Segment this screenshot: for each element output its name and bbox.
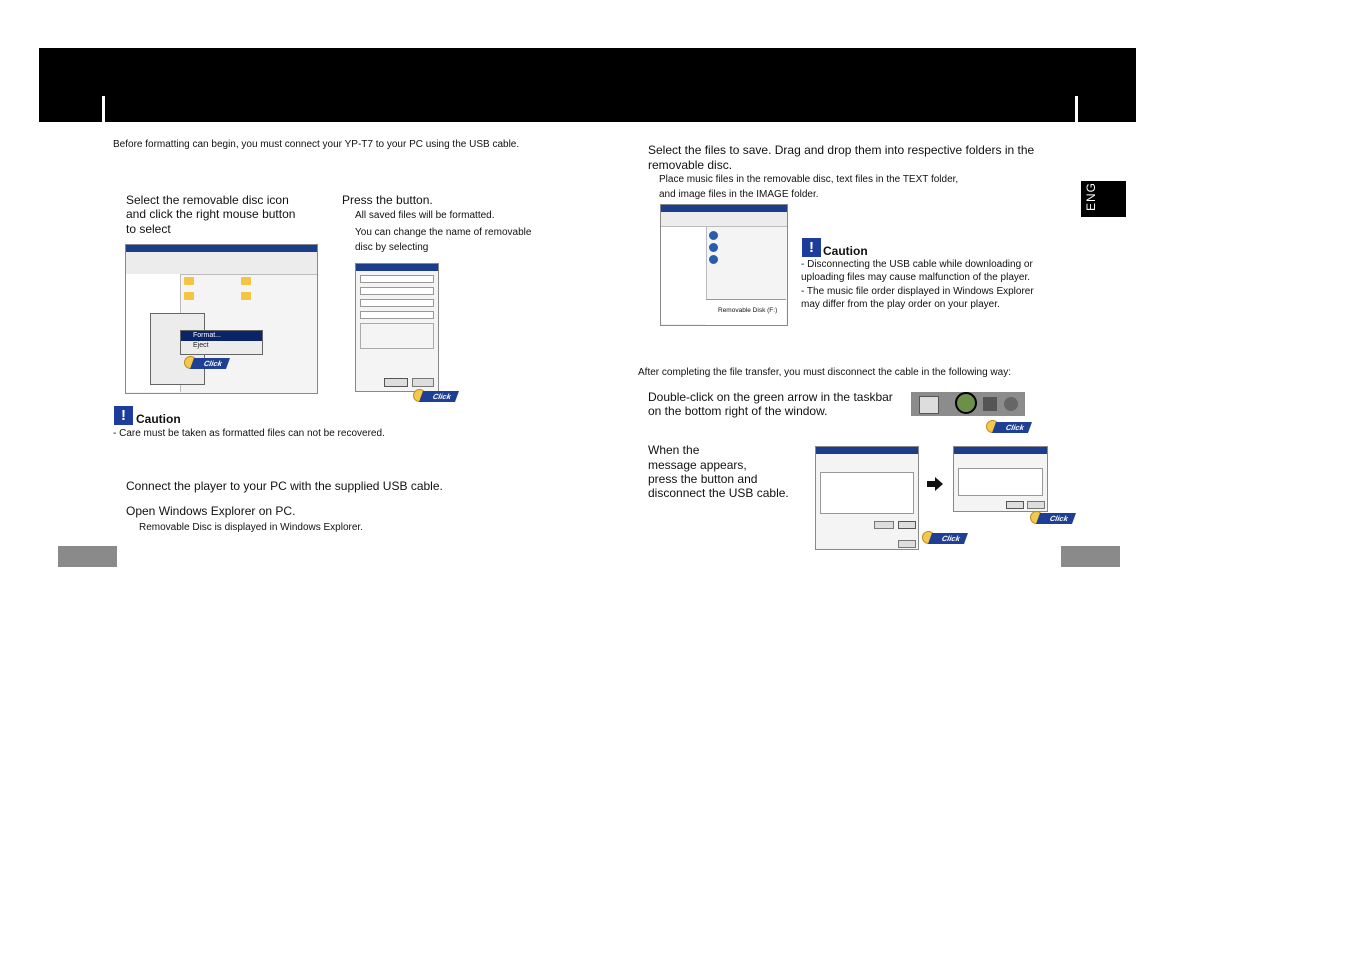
context-menu-format[interactable]: Format... xyxy=(181,331,262,341)
caution-icon: ! xyxy=(802,238,821,257)
explorer-sub: Removable Disc is displayed in Windows Explorer. xyxy=(139,522,363,533)
click-badge: Click xyxy=(419,391,459,402)
safely-remove-dialog xyxy=(815,446,919,550)
caution-item1-line2: uploading files may cause malfunction of the player. xyxy=(801,272,1031,283)
step2-sub1: All saved files will be formatted. xyxy=(355,210,495,221)
after-transfer-text: After completing the file transfer, you must disconnect the cable in the following way: xyxy=(638,367,1011,378)
context-menu xyxy=(180,330,263,355)
drag-drop-screenshot xyxy=(660,204,788,326)
caution-text: - Care must be taken as formatted files can not be recovered. xyxy=(113,428,385,439)
step2-sub2-line1: You can change the name of removable xyxy=(355,227,532,238)
language-tab-label: ENG xyxy=(1084,181,1098,211)
intro-text: Before formatting can begin, you must connect your YP-T7 to your PC using the USB cable. xyxy=(113,139,520,150)
taskbar-app-icon xyxy=(919,396,939,414)
when-line4: disconnect the USB cable. xyxy=(648,486,789,500)
explorer-step: Open Windows Explorer on PC. xyxy=(126,504,296,518)
context-menu-eject[interactable]: Eject xyxy=(193,342,209,349)
folder-icon xyxy=(241,292,251,300)
click-badge: Click xyxy=(992,422,1032,433)
connect-step: Connect the player to your PC with the supplied USB cable. xyxy=(126,479,443,493)
taskbar-tray-icon xyxy=(1004,397,1018,411)
when-line1: When the xyxy=(648,443,700,457)
arrow-right-icon xyxy=(927,477,943,491)
taskbar-screenshot xyxy=(911,392,1025,416)
double-click-line2: on the bottom right of the window. xyxy=(648,404,828,418)
explorer-titlebar xyxy=(126,245,317,252)
page-number-box-left xyxy=(58,546,117,567)
caution-title: Caution xyxy=(136,412,181,426)
double-click-line1: Double-click on the green arrow in the taskbar xyxy=(648,390,893,404)
click-badge: Click xyxy=(1036,513,1076,524)
folder-icon xyxy=(241,277,251,285)
music-file-icon xyxy=(709,255,718,264)
place-files-line2: and image files in the IMAGE folder. xyxy=(659,189,819,200)
step1-line2: and click the right mouse button xyxy=(126,207,296,221)
select-files-line1: Select the files to save. Drag and drop them into respective folders in the xyxy=(648,143,1035,157)
music-file-icon xyxy=(709,231,718,240)
folder-icon xyxy=(184,292,194,300)
taskbar-tray-icon xyxy=(983,397,997,411)
caution-icon: ! xyxy=(114,406,133,425)
header-divider-left xyxy=(102,96,105,122)
caution-item2-line2: may differ from the play order on your player. xyxy=(801,299,1000,310)
stop-device-dialog xyxy=(953,446,1048,512)
folder-icon xyxy=(184,277,194,285)
when-line2: message appears, xyxy=(648,458,747,472)
step2-sub2-line2: disc by selecting xyxy=(355,242,429,253)
step1-line3: to select xyxy=(126,222,171,236)
format-dialog-screenshot xyxy=(355,263,439,392)
caution-item2-line1: - The music file order displayed in Windows Explorer xyxy=(801,286,1034,297)
explorer-screenshot xyxy=(125,244,318,394)
click-badge: Click xyxy=(190,358,230,369)
select-files-line2: removable disc. xyxy=(648,158,733,172)
stop-device-titlebar xyxy=(954,447,1047,454)
when-line3: press the button and xyxy=(648,472,758,486)
safely-remove-icon[interactable] xyxy=(955,392,977,414)
step1-line1: Select the removable disc icon xyxy=(126,193,289,207)
caution-item1-line1: - Disconnecting the USB cable while downloading or xyxy=(801,259,1033,270)
safely-remove-titlebar xyxy=(816,447,918,454)
step2-title: Press the button. xyxy=(342,193,433,207)
header-bar xyxy=(39,48,1136,122)
click-badge: Click xyxy=(928,533,968,544)
format-dialog-titlebar xyxy=(356,264,438,271)
music-file-icon xyxy=(709,243,718,252)
drag-drop-titlebar xyxy=(661,205,787,212)
header-divider-right xyxy=(1075,96,1078,122)
page-number-box-right xyxy=(1061,546,1120,567)
language-tab xyxy=(1081,181,1126,217)
removable-disk-label: Removable Disk (F:) xyxy=(718,307,778,314)
caution-title-right: Caution xyxy=(823,244,868,258)
place-files-line1: Place music files in the removable disc, text files in the TEXT folder, xyxy=(659,174,959,185)
